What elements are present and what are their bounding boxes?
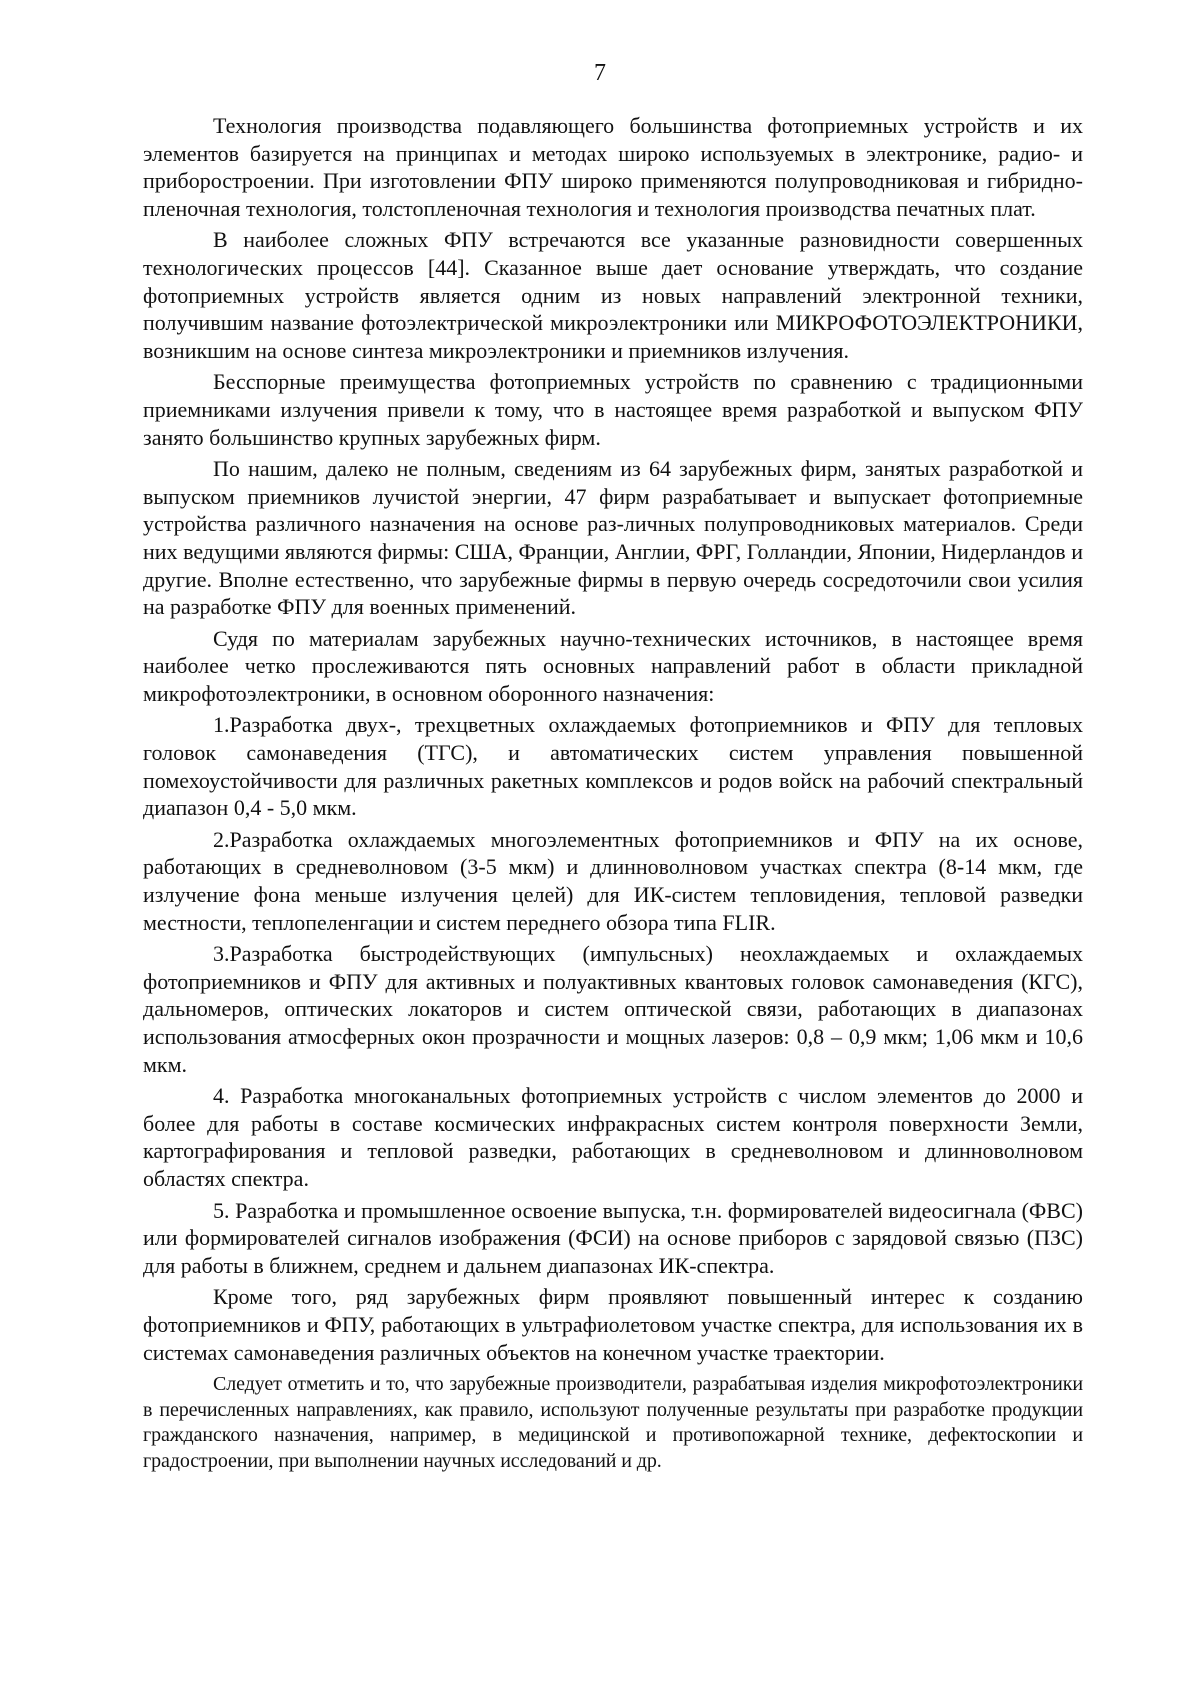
- paragraph-8: 3.Разработка быстродействующих (импульсных) неохлаждаемых и охлаждаемых фотоприемников и ФПУ для активных и полуактивных квантовых головок самонаведения (КГС), дальномеров, оптических локаторов и систем оптической связи, работающих в диапазонах использования атмосферных окон прозрачности и мощных лазеров: 0,8 – 0,9 мкм; 1,06 мкм и 10,6 мкм.: [143, 941, 1083, 1077]
- paragraph-2: В наиболее сложных ФПУ встречаются все указанные разновидности совершенных технологических процессов [44]. Сказанное выше дает основание утверждать, что создание фотоприемных устройств является одним из новых направлений электронной техники, получившим название фотоэлектрической микроэлектроники или МИКРОФОТОЭЛЕКТРОНИКИ, возникшим на основе синтеза микроэлектроники и приемников излучения.: [143, 227, 1083, 363]
- paragraph-5: Судя по материалам зарубежных научно-технических источников, в настоящее время наиболее четко прослеживаются пять основных направлений работ в области прикладной микрофотоэлектроники, в основном оборонного назначения:: [143, 625, 1083, 706]
- paragraph-11: Кроме того, ряд зарубежных фирм проявляют повышенный интерес к созданию фотоприемников и ФПУ, работающих в ультрафиолетовом участке спектра, для использования их в системах самонаведения различных объектов на конечном участке траектории.: [143, 1284, 1083, 1365]
- paragraph-7: 2.Разработка охлаждаемых многоэлементных фотоприемников и ФПУ на их основе, работающих в средневолновом (3-5 мкм) и длинноволновом участках спектра (8-14 мкм, где излучение фона меньше излучения целей) для ИК-систем тепловидения, тепловой разведки местности, теплопеленгации и систем переднего обзора типа FLIR.: [143, 826, 1083, 935]
- paragraph-1: Технология производства подавляющего большинства фотоприемных устройств и их элементов базируется на принципах и методах широко используемых в электронике, радио- и приборостроении. При изготовлении ФПУ широко применяются полупроводниковая и гибридно-пленочная технология, толстопленочная технология и технология производства печатных плат.: [143, 113, 1083, 221]
- paragraph-9: 4. Разработка многоканальных фотоприемных устройств с числом элементов до 2000 и более для работы в составе космических инфракрасных систем контроля поверхности Земли, картографирования и тепловой разведки, работающих в средневолновом и длинноволновом областях спектра.: [143, 1083, 1083, 1191]
- page-number: 7: [594, 60, 606, 86]
- paragraph-3: Бесспорные преимущества фотоприемных устройств по сравнению с традиционными приемниками излучения привели к тому, что в настоящее время разработкой и выпуском ФПУ занято большинство крупных зарубежных фирм.: [143, 369, 1083, 450]
- paragraph-4: По нашим, далеко не полным, сведениям из 64 зарубежных фирм, занятых разработкой и выпуском приемников лучистой энергии, 47 фирм разрабатывает и выпускает фотоприемные устройства различного назначения на основе раз-личных полупроводниковых материалов. Среди них ведущими являются фирмы: США, Франции, Англии, ФРГ, Голландии, Японии, Нидерландов и другие. Вполне естественно, что зарубежные фирмы в первую очередь сосредоточили свои усилия на разработке ФПУ для военных применений.: [143, 456, 1083, 620]
- paragraph-10: 5. Разработка и промышленное освоение выпуска, т.н. формирователей видеосигнала (ФВС) или формирователей сигналов изображения (ФСИ) на основе приборов с зарядовой связью (ПЗС) для работы в ближнем, среднем и дальнем диапазонах ИК-спектра.: [143, 1197, 1083, 1278]
- paragraph-6: 1.Разработка двух-, трехцветных охлаждаемых фотоприемников и ФПУ для тепловых головок самонаведения (ТГС), и автоматических систем управления повышенной помехоустойчивости для различных ракетных комплексов и родов войск на рабочий спектральный диапазон 0,4 - 5,0 мкм.: [143, 712, 1083, 821]
- body-text: [143, 112, 1083, 1474]
- paragraph-12: Следует отметить и то, что зарубежные производители, разрабатывая изделия микрофотоэлектроники в перечисленных направлениях, как правило, используют полученные результаты при разработке продукции гражданского назначения, например, в медицинской и противопожарной технике, дефектоскопии и градостроении, при выполнении научных исследований и др.: [143, 1373, 1083, 1472]
